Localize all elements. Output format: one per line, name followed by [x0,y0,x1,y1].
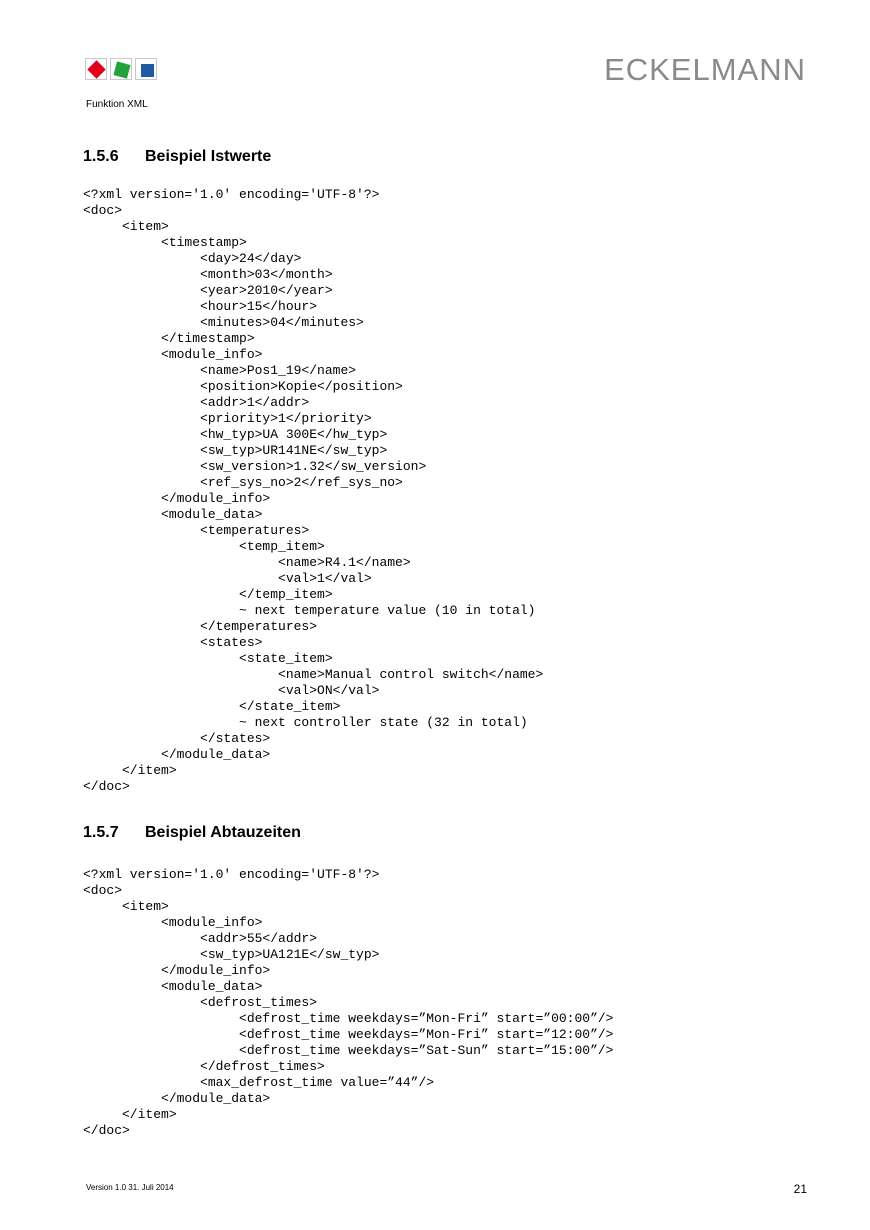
code-line: ~ next controller state (32 in total) [83,715,528,730]
code-line: </states> [83,731,271,746]
code-line: <sw_typ>UA121E</sw_typ> [83,947,380,962]
code-line: </defrost_times> [83,1059,325,1074]
page-number: 21 [793,1182,807,1196]
logo-marks [85,58,160,84]
code-line: <module_info> [83,347,263,362]
blue-square-logo-icon [135,58,157,80]
section-heading-istwerte [83,148,271,166]
brand-logo: ECKELMANN [604,52,806,87]
code-line: <hour>15</hour> [83,299,318,314]
section-number: 1.5.6 [83,148,119,165]
code-line: </module_data> [83,1091,271,1106]
code-line: <val>1</val> [83,571,372,586]
code-line: <day>24</day> [83,251,302,266]
code-line: <addr>1</addr> [83,395,310,410]
code-line: <doc> [83,883,123,898]
xml-code-block-istwerte [83,187,543,795]
code-line: </temp_item> [83,587,333,602]
section-title: Beispiel Istwerte [145,148,272,165]
code-line: </module_info> [83,963,271,978]
code-line: </doc> [83,779,130,794]
code-line: <defrost_times> [83,995,318,1010]
header-section-label: Funktion XML [86,99,148,110]
code-line: <month>03</month> [83,267,333,282]
code-line: <doc> [83,203,123,218]
code-line: <val>ON</val> [83,683,380,698]
code-line: <module_data> [83,979,263,994]
code-line: <max_defrost_time value=”44”/> [83,1075,435,1090]
code-line: </state_item> [83,699,341,714]
code-line: </timestamp> [83,331,255,346]
page-header [0,0,870,120]
code-line: <state_item> [83,651,333,666]
footer-version: Version 1.0 31. Juli 2014 [86,1183,174,1192]
green-square-logo-icon [110,58,132,80]
section-heading-abtauzeiten [83,824,301,842]
code-line: </item> [83,763,177,778]
code-line: <name>Manual control switch</name> [83,667,544,682]
section-number: 1.5.7 [83,824,119,841]
code-line: <ref_sys_no>2</ref_sys_no> [83,475,403,490]
code-line: </module_data> [83,747,271,762]
code-line: <temp_item> [83,539,325,554]
code-line: <sw_version>1.32</sw_version> [83,459,427,474]
xml-code-block-abtauzeiten [83,867,614,1139]
code-line: ~ next temperature value (10 in total) [83,603,536,618]
red-diamond-logo-icon [85,58,107,80]
code-line: <states> [83,635,263,650]
code-line: <?xml version='1.0' encoding='UTF-8'?> [83,187,380,202]
code-line: </item> [83,1107,177,1122]
code-line: <year>2010</year> [83,283,333,298]
code-line: <item> [83,219,169,234]
code-line: <?xml version='1.0' encoding='UTF-8'?> [83,867,380,882]
code-line: <temperatures> [83,523,310,538]
code-line: <defrost_time weekdays=”Mon-Fri” start=”12:00”/> [83,1027,614,1042]
section-title: Beispiel Abtauzeiten [145,824,301,841]
code-line: <minutes>04</minutes> [83,315,364,330]
code-line: <addr>55</addr> [83,931,318,946]
code-line: <priority>1</priority> [83,411,372,426]
code-line: <item> [83,899,169,914]
code-line: </module_info> [83,491,271,506]
code-line: <name>Pos1_19</name> [83,363,357,378]
code-line: <hw_typ>UA 300E</hw_typ> [83,427,388,442]
code-line: <sw_typ>UR141NE</sw_typ> [83,443,388,458]
code-line: <position>Kopie</position> [83,379,403,394]
code-line: <name>R4.1</name> [83,555,411,570]
code-line: <defrost_time weekdays=”Mon-Fri” start=”00:00”/> [83,1011,614,1026]
code-line: <defrost_time weekdays=”Sat-Sun” start=”15:00”/> [83,1043,614,1058]
code-line: <module_data> [83,507,263,522]
page-footer [0,1175,870,1205]
code-line: <module_info> [83,915,263,930]
code-line: </temperatures> [83,619,318,634]
code-line: <timestamp> [83,235,247,250]
code-line: </doc> [83,1123,130,1138]
